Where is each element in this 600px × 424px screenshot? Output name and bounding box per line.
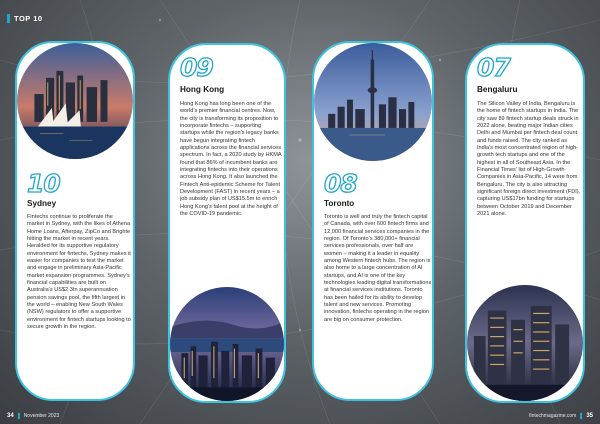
bengaluru-towers-photo <box>467 285 583 401</box>
city-description: Hong Kong has long been one of the world’s premier financial centres. Now, the city is transforming its proposition to incorporate fintechs – supporting startups while the region’s legacy banks have begun integrating fintech applications across the financial services spectrum. In fact, a 2020 study by HKMA found that 86% of incumbent banks are integrating fintechs into their operations across Hong Kong. It also launched the Fintech Anti-epidemic Scheme for Talent Development (FAST) in recent years – a job subsidy plan of US$15.5m to enrich Hong Kong’s talent pool at the height of the COVID-19 pandemic. <box>180 101 282 218</box>
city-description: The Silicon Valley of India, Bengaluru is the home of fintech startups in India. The city saw 89 fintech startup deals struck in 2022 alone, beating major Indian cities Delhi and Mumbai per fintech deal count and funds raised. The city ranked as India’s most concentrated region of high-growth tech startups and one of the highest in all of Southeast Asia. In the Financial Times’ list of High-Growth Companies in Asia-Pacific, 14 were from Bengaluru. The city is also attracting significant foreign direct investment (FDI), capturing US$17bn funding for startups between October 2019 and December 2021 alone. <box>477 101 581 218</box>
city-name: Sydney <box>27 199 57 208</box>
section-label-text: TOP 10 <box>14 13 43 23</box>
page-number-right: 35 <box>586 413 593 419</box>
footer-separator <box>18 413 20 419</box>
rank-number: 08 <box>324 169 357 198</box>
rank-number: 10 <box>27 169 60 198</box>
footer-separator <box>580 413 582 419</box>
city-description: Toronto is well and truly the fintech capital of Canada, with over 600 fintech firms and 12,000 financial services companies in the region. Of Toronto’s 380,000+ financial services professionals, over half are women – making it a leader in equality among Western fintech hubs. The region is also home to a large concentration of AI startups, and AI is one of the key technologies leading digital transformations at financial services institutions. Toronto has been hailed for its ability to develop talent and new services. Promoting innovation, fintechs operating in the region are big on consumer protection. <box>324 214 432 323</box>
city-name: Hong Kong <box>180 85 225 94</box>
rank-number: 07 <box>477 53 510 82</box>
city-description: Fintechs continue to proliferate the market in Sydney, with the likes of Athena Home Loans, Afterpay, ZipCo and Brighte hitting the market in recent years. Heralded for its supportive regulatory environment for fintechs, Sydney makes it easier for companies to test the market and engage in preliminary Asia-Pacific market expansion programmes. Sydney’s financial capabilities are built on Australia’s US$2.3tn superannuation pension savings pool, the fifth largest in the world – enabling New South Wales (NSW) regulators to offer a supportive environment for fintech startups looking to secure growth in the region. <box>27 214 131 331</box>
issue-date: November 2023 <box>23 413 60 419</box>
city-name: Bengaluru <box>477 85 518 94</box>
hong-kong-skyline-photo <box>170 287 284 401</box>
website-url: fintechmagazine.com <box>529 413 577 419</box>
toronto-cn-tower-photo <box>314 43 432 161</box>
city-name: Toronto <box>324 199 355 208</box>
rank-number: 09 <box>180 53 213 82</box>
section-label <box>7 11 43 25</box>
sydney-opera-house-photo <box>17 43 133 159</box>
footer-right <box>529 413 593 419</box>
city-card-bengaluru <box>465 43 585 403</box>
accent-bar <box>7 14 10 23</box>
city-card-toronto <box>312 41 434 401</box>
footer-left <box>7 413 59 419</box>
city-card-sydney <box>15 41 135 401</box>
page-number-left: 34 <box>7 413 14 419</box>
city-card-hong-kong <box>168 43 286 403</box>
